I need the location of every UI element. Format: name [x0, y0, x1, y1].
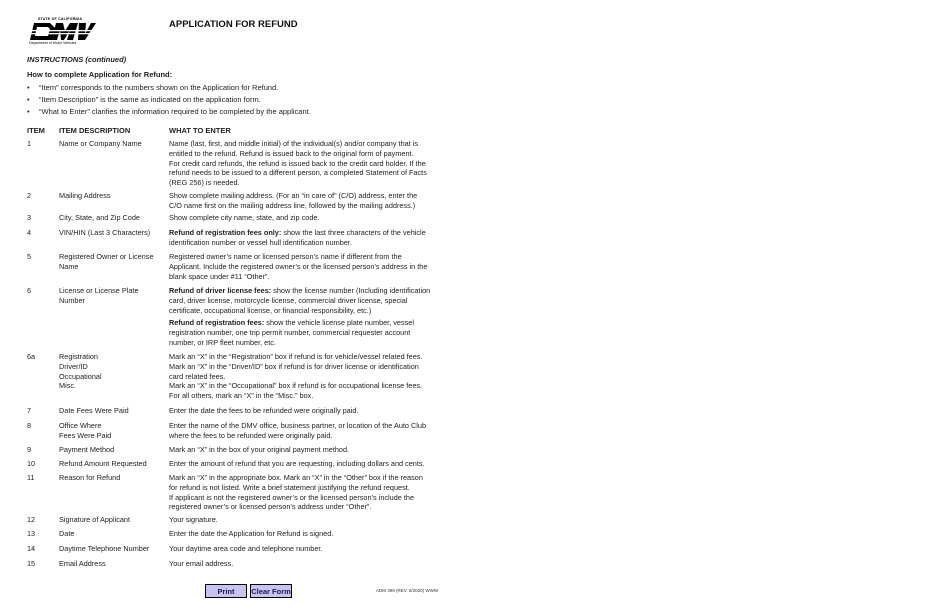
- clear-form-button[interactable]: Clear Form: [250, 584, 292, 598]
- item-number: 12: [27, 515, 36, 524]
- item-description: Payment Method: [59, 445, 115, 454]
- item-description: Signature of Applicant: [59, 515, 130, 524]
- print-button[interactable]: Print: [205, 584, 247, 598]
- logo-department-text: Department of Motor Vehicles: [29, 41, 77, 45]
- page-title: APPLICATION FOR REFUND: [169, 19, 298, 30]
- what-to-enter: Your daytime area code and telephone number.: [169, 544, 323, 553]
- item-description: Daytime Telephone Number: [59, 544, 150, 553]
- form-number: ADM 399 (REV. 6/2020) WWW: [376, 588, 439, 593]
- what-to-enter: Show complete city name, state, and zip code.: [169, 213, 320, 222]
- item-number: 1: [27, 139, 32, 148]
- dmv-logo: [28, 17, 96, 47]
- what-to-enter: Enter the date the fees to be refunded were originally paid.: [169, 406, 359, 415]
- item-number: 11: [27, 473, 35, 482]
- item-number: 9: [27, 445, 32, 454]
- header-item: ITEM: [27, 126, 45, 135]
- what-to-enter: Name (last, first, and middle initial) of the individual(s) and/or company that is entitled to the refund. Refund is issued back to the original form of payment. For credit card refunds, the refund is issued back to the credit card holder. If the refund needs to be issued to a different person, a completed Statement of Facts (REG 256) is needed.: [169, 139, 427, 188]
- item-number: 10: [27, 459, 36, 468]
- what-to-enter: Refund of registration fees only: show the last three characters of the vehicle identification number or vessel hull identification number.: [169, 228, 426, 247]
- what-to-enter: Your email address.: [169, 559, 234, 568]
- what-to-enter: Your signature.: [169, 515, 218, 524]
- item-number: 6a: [27, 352, 36, 361]
- item-description: Reason for Refund: [59, 473, 121, 482]
- what-to-enter: Enter the name of the DMV office, business partner, or location of the Auto Club where the fees to be refunded were originally paid.: [169, 421, 427, 440]
- list-item: • “Item” corresponds to the numbers shown on the Application for Refund.: [27, 83, 279, 92]
- item-number: 13: [27, 529, 36, 538]
- item-number: 4: [27, 228, 32, 237]
- what-to-enter: Refund of driver license fees: show the license number (Including identification card, driver license, motorcycle license, commercial driver license, special certificate, occupational license, or financial responsibility, etc.) Refund of registration fees: show the vehicle license plate number, vessel registration number, one trip permit number, commercial requester account number, or IRP fleet number, etc.: [169, 286, 431, 347]
- item-description: Office Where Fees Were Paid: [59, 421, 112, 440]
- logo-state-text: STATE OF CALIFORNIA: [38, 17, 83, 21]
- what-to-enter: Mark an “X” in the “Registration” box if refund is for vehicle/vessel related fees. Mark an “X” in the “Driver/ID” box if refund is for driver license or identification card related fees. Mark an “X” in the “Occupational” box if refund is for occupational license fees. For all others, mark an “X” in the “Misc.” box.: [169, 352, 423, 401]
- how-to-heading: How to complete Application for Refund:: [27, 70, 173, 79]
- header-description: ITEM DESCRIPTION: [59, 126, 131, 135]
- item-number: 6: [27, 286, 32, 295]
- item-description: Name or Company Name: [59, 139, 142, 148]
- item-description: Refund Amount Requested: [59, 459, 147, 468]
- what-to-enter: Enter the date the Application for Refund is signed.: [169, 529, 334, 538]
- what-to-enter: Mark an “X” in the box of your original payment method.: [169, 445, 350, 454]
- bullet-list: [27, 82, 311, 118]
- item-description: Mailing Address: [59, 191, 111, 200]
- item-number: 15: [27, 559, 36, 568]
- header-what-to-enter: WHAT TO ENTER: [169, 126, 231, 135]
- item-description: License or License Plate Number: [59, 286, 139, 305]
- item-number: 7: [27, 406, 32, 415]
- item-description: Date: [59, 529, 75, 538]
- list-item: • “What to Enter” clarifies the information required to be completed by the applicant.: [27, 107, 311, 116]
- item-description: Registered Owner or License Name: [59, 252, 154, 271]
- what-to-enter: Show complete mailing address. (For an “in care of” (C/O) address, enter the C/O name first on the mailing address line, followed by the mailing address.): [169, 191, 418, 210]
- instructions-heading: INSTRUCTIONS (continued): [27, 55, 127, 64]
- item-description: Registration Driver/ID Occupational Misc.: [59, 352, 102, 391]
- item-number: 2: [27, 191, 32, 200]
- item-description: Email Address: [59, 559, 106, 568]
- what-to-enter: Mark an “X” in the appropriate box. Mark an “X” in the “Other” box if the reason for refund is not listed. Write a brief statement justifying the refund request. If applicant is not the registered owner’s or the licensed person’s include the registered owner’s or licensed person’s address under “Other”.: [169, 473, 423, 512]
- what-to-enter: Enter the amount of refund that you are requesting, including dollars and cents.: [169, 459, 425, 468]
- item-description: Date Fees Were Paid: [59, 406, 129, 415]
- item-number: 8: [27, 421, 32, 430]
- item-number: 3: [27, 213, 32, 222]
- what-to-enter: Registered owner’s name or licensed person’s name if different from the Applicant. Include the registered owner’s or the licensed person’s address in the blank space under #11 “Other”.: [169, 252, 428, 281]
- item-description: VIN/HIN (Last 3 Characters): [59, 228, 151, 237]
- item-number: 5: [27, 252, 32, 261]
- list-item: • “Item Description” is the same as indicated on the application form.: [27, 95, 261, 104]
- item-description: City, State, and Zip Code: [59, 213, 140, 222]
- dmv-logo-mark: [28, 21, 96, 43]
- item-number: 14: [27, 544, 36, 553]
